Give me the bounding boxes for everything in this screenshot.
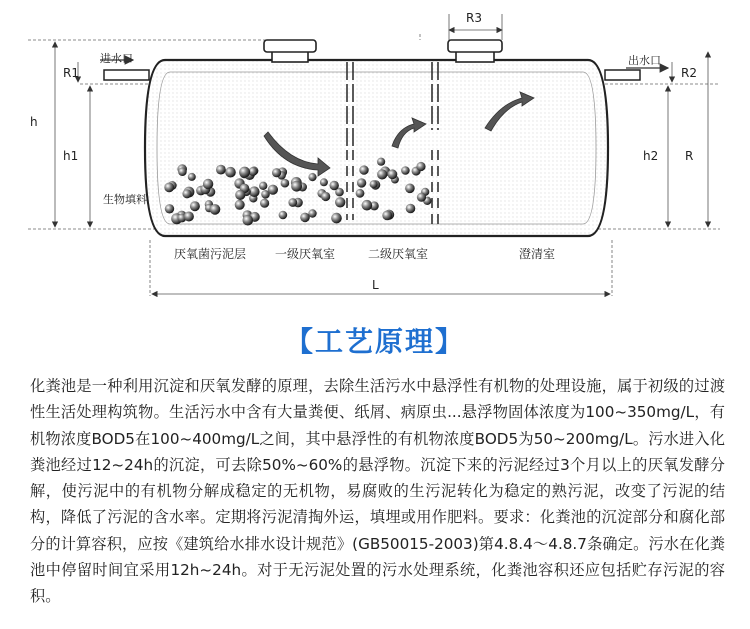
label-r3: R3 <box>466 11 482 25</box>
filler-ball <box>308 173 316 181</box>
filler-ball <box>281 179 290 188</box>
filler-ball <box>190 201 200 211</box>
manhole-left <box>264 40 316 62</box>
filler-ball <box>416 162 425 171</box>
label-h2: h2 <box>643 149 659 163</box>
filler-ball <box>184 212 194 222</box>
filler-ball <box>300 213 310 223</box>
septic-tank-diagram <box>0 0 750 310</box>
section-title-wrap <box>0 320 750 360</box>
section-title: 【工艺原理】 <box>284 325 465 358</box>
label-h1: h1 <box>63 149 79 163</box>
filler-ball <box>359 165 368 174</box>
filler-ball <box>370 180 378 188</box>
filler-ball <box>235 190 245 200</box>
filler-ball <box>405 184 415 194</box>
label-r2: R2 <box>681 66 697 80</box>
filler-ball <box>291 181 302 192</box>
label-bio-filler: 生物填料 <box>103 193 147 206</box>
filler-ball <box>272 168 281 177</box>
inlet-pipe <box>104 70 149 80</box>
filler-ball <box>320 178 328 186</box>
filler-ball <box>235 200 245 210</box>
filler-ball <box>216 165 226 175</box>
filler-ball <box>259 182 267 190</box>
outlet-pipe <box>605 70 640 80</box>
filler-ball <box>417 193 426 202</box>
filler-ball <box>203 179 213 189</box>
filler-ball <box>406 204 416 214</box>
filler-ball <box>321 192 330 201</box>
filler-ball <box>382 211 392 221</box>
label-inlet: 进水口 <box>100 52 133 65</box>
chamber-label-second-anaerobic: 二级厌氧室 <box>367 247 429 261</box>
chamber-label-clarification: 澄清室 <box>518 247 556 261</box>
label-outlet: 出水口 <box>628 54 661 67</box>
label-l: L <box>372 278 379 292</box>
filler-ball <box>357 178 366 187</box>
filler-ball <box>388 169 398 179</box>
filler-ball <box>260 199 269 208</box>
filler-ball <box>225 167 236 178</box>
filler-ball <box>210 204 221 215</box>
filler-ball <box>335 197 345 207</box>
filler-ball <box>164 183 174 193</box>
filler-ball <box>188 173 196 181</box>
filler-ball <box>331 213 342 224</box>
filler-ball <box>288 198 297 207</box>
filler-ball <box>182 189 191 198</box>
manhole-right <box>448 40 502 62</box>
label-r: R <box>685 149 694 163</box>
filler-ball <box>377 158 385 166</box>
filler-ball <box>330 181 339 190</box>
filler-ball <box>178 167 187 176</box>
label-h: h <box>30 115 38 129</box>
filler-ball <box>268 185 278 195</box>
chamber-label-first-anaerobic: 一级厌氧室 <box>274 247 336 261</box>
filler-ball <box>239 167 250 178</box>
filler-ball <box>243 215 254 226</box>
filler-ball <box>279 211 288 220</box>
chamber-label-sludge: 厌氧菌污泥层 <box>173 247 247 261</box>
filler-ball <box>401 166 410 175</box>
filler-ball <box>165 204 174 213</box>
filler-ball <box>356 189 365 198</box>
process-description: 化粪池是一种利用沉淀和厌氧发酵的原理，去除生活污水中悬浮性有机物的处理设施，属于初级的过渡性生活处理构筑物。生活污水中含有大量粪便、纸屑、病原虫...悬浮物固体浓度为100~350mg/L，有机物浓度BOD5在100~400mg/L之间，其中悬浮性的有机物浓度BOD5为50~200mg/L。污水进入化粪池经过12~24h的沉淀，可去除50%~60%的悬浮物。沉淀下来的污泥经过3个月以上的厌氧发酵分解，使污泥中的有机物分解成稳定的无机物，易腐败的生污泥转化为稳定的熟污泥，改变了污泥的结构，降低了污泥的含水率。定期将污泥清掏外运，填埋或用作肥料。要求：化粪池的沉淀部分和腐化部分的计算容积，应按《建筑给水排水设计规范》(GB50015-2003)第4.8.4～4.8.7条确定。污水在化粪池中停留时间宜采用12h~24h。对于无污泥处置的污水处理系统，化粪池容积还应包括贮存污泥的容积。 <box>30 377 725 606</box>
filler-ball <box>362 200 373 211</box>
label-r1: R1 <box>63 66 79 80</box>
filler-ball <box>377 169 387 179</box>
